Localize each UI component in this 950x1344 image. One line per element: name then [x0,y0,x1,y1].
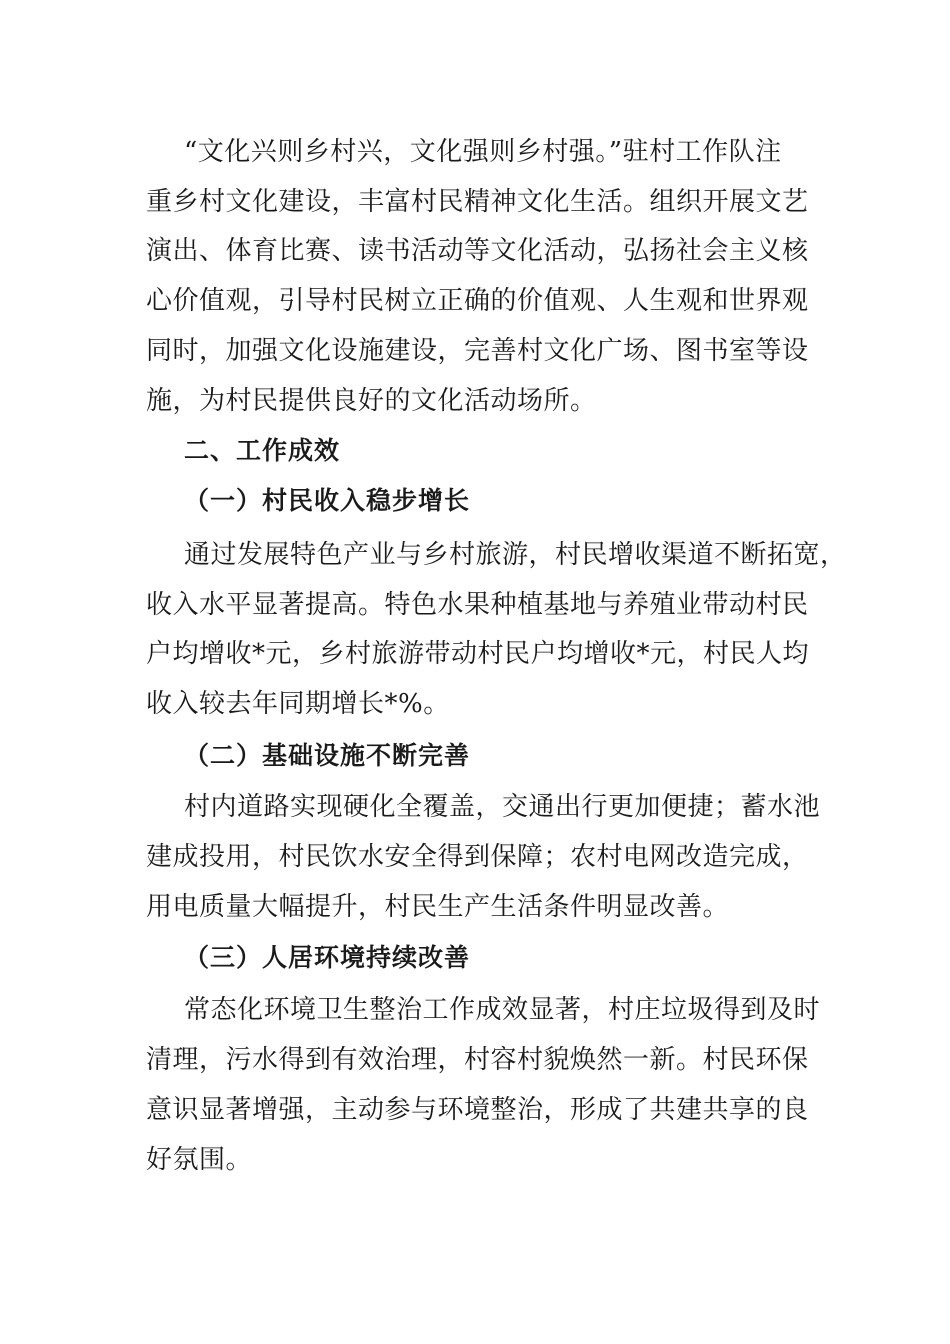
subheading-infrastructure: （二）基础设施不断完善 [184,741,471,770]
paragraph-infrastructure-line-1: 村内道路实现硬化全覆盖，交通出行更加便捷；蓄水池 [184,792,821,822]
paragraph-culture-line-6: 施，为村民提供良好的文化活动场所。 [146,386,597,416]
paragraph-income-line-3: 户均增收*元，乡村旅游带动村民户均增收*元，村民人均 [146,639,810,669]
paragraph-income-line-2: 收入水平显著提高。特色水果种植基地与养殖业带动村民 [146,590,809,620]
paragraph-environment-line-2: 清理，污水得到有效治理，村容村貌焕然一新。村民环保 [146,1045,809,1075]
paragraph-environment-line-1: 常态化环境卫生整治工作成效显著，村庄垃圾得到及时 [184,995,821,1025]
paragraph-income-line-1: 通过发展特色产业与乡村旅游，村民增收渠道不断拓宽， [184,540,847,570]
paragraph-culture-line-1: “文化兴则乡村兴，文化强则乡村强。”驻村工作队注 [184,137,782,167]
paragraph-culture-line-2: 重乡村文化建设，丰富村民精神文化生活。组织开展文艺 [146,187,809,217]
paragraph-environment-line-4: 好氛围。 [146,1145,253,1175]
paragraph-culture-line-4: 心价值观，引导村民树立正确的价值观、人生观和世界观 [146,286,809,316]
subheading-income: （一）村民收入稳步增长 [184,486,471,515]
paragraph-environment-line-3: 意识显著增强，主动参与环境整治，形成了共建共享的良 [146,1095,809,1125]
subheading-environment: （三）人居环境持续改善 [184,943,471,972]
paragraph-infrastructure-line-2: 建成投用，村民饮水安全得到保障；农村电网改造完成， [146,842,809,872]
paragraph-income-line-4: 收入较去年同期增长*%。 [146,689,450,719]
paragraph-culture-line-5: 同时，加强文化设施建设，完善村文化广场、图书室等设 [146,336,809,366]
paragraph-infrastructure-line-3: 用电质量大幅提升，村民生产生活条件明显改善。 [146,892,730,922]
section-heading-results: 二、工作成效 [184,436,341,465]
paragraph-culture-line-3: 演出、体育比赛、读书活动等文化活动，弘扬社会主义核 [146,236,809,266]
